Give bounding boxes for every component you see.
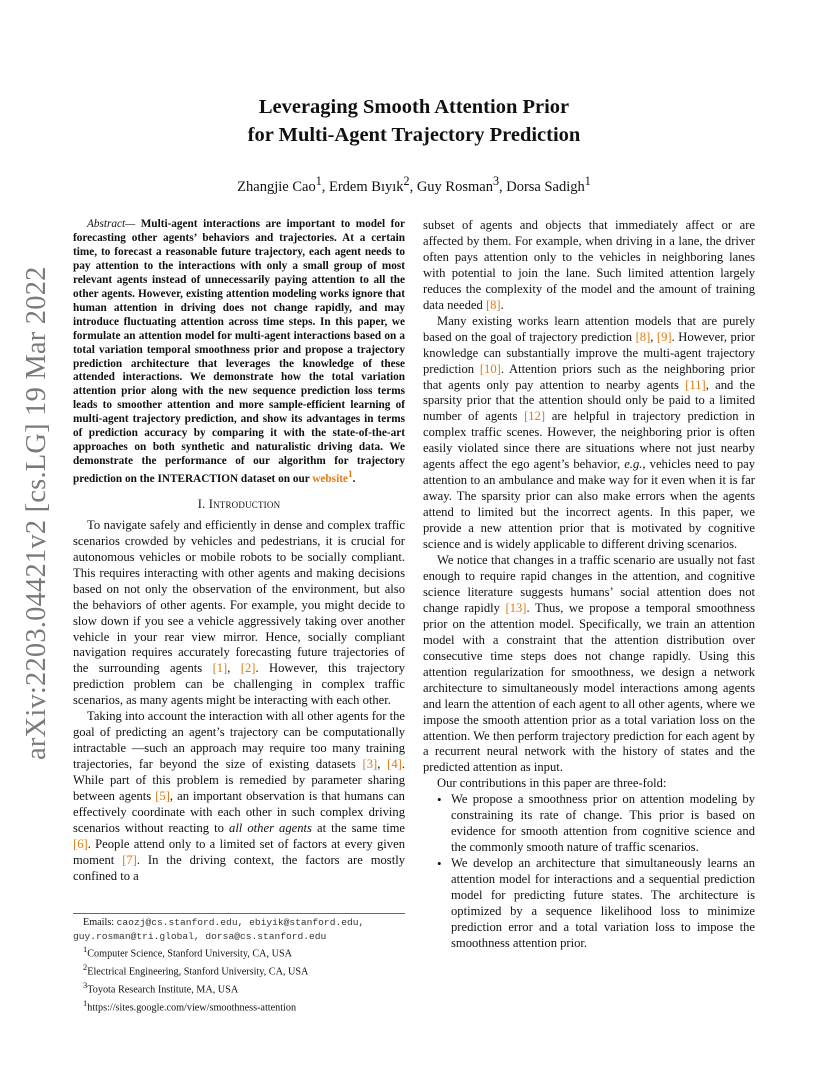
- abstract: Abstract— Multi-agent interactions are important to model for forecasting other agents’ behaviors and trajectories. At a certain time, to forecast a reasonable future trajectory, each agent needs to pay attention to the interactions with only a small group of most relevant agents instead of unnecessarily paying attention to all the other agents. However, existing attention modeling works ignore that human attention in driving does not change rapidly, and may introduce fluctuating attention across time steps. In this paper, we formulate an attention model for multi-agent interactions based on a total variation temporal smoothness prior and propose a trajectory prediction architecture that leverages the knowledge of these attended interactions. We demonstrate how the total variation attention prior along with the new sequence prediction loss terms leads to smoother attention and more sample-efficient learning of multi-agent trajectory prediction, and show its advantages in terms of prediction accuracy by comparing it with the state-of-the-art approaches on both synthetic and naturalistic driving data. We demonstrate the performance of our algorithm for trajectory prediction on the INTERACTION dataset on our website$^1$.: [73, 218, 405, 485]
- affiliation-mark: 1: [315, 174, 322, 188]
- affiliation-mark: 2: [403, 174, 410, 188]
- abstract-label: Abstract—: [87, 218, 136, 230]
- affiliation-mark: 3: [492, 174, 499, 188]
- intro-paragraph-3: Many existing works learn attention models that are purely based on the goal of trajectory prediction [8], [9]. However, prior knowledge can substantially improve the multi-agent trajectory prediction [10]. Attention priors such as the neighboring prior that agents only pay attention to nearby agents [11], and the sparsity prior that the attention should only be paid to a limited number of agents [12] are helpful in trajectory prediction in complex traffic scenes. However, the neighboring prior is often easily violated since there are situations where not just nearby agents affect the ego agent’s behavior, e.g., vehicles need to pay attention to an ambulance and make way for it even when it is far away. The sparsity prior can also make errors when the agents attend to limited but the incorrect agents. In this paper, we provide a new attention prior that is motivated by cognitive science and is widely applicable to different driving scenarios.: [423, 313, 756, 552]
- citation-link[interactable]: [3]: [362, 757, 378, 772]
- footnote-mark: 1: [347, 470, 353, 481]
- left-column: [73, 218, 405, 885]
- citation-link[interactable]: [9]: [656, 329, 672, 344]
- website-link[interactable]: website: [312, 472, 348, 485]
- intro-paragraph-4: We notice that changes in a traffic scenario are usually not fast enough to require rapid changes in the attention, and cognitive science literature suggests humans’ social attention does not change rapidly [13]. Thus, we propose a temporal smoothness prior on the attention model. Specifically, we train an attention model with a constraint that the attention distribution over consecutive time steps does not change rapidly. Using this attention regularization for smoothness, we design a network architecture to simultaneously model interactions among agents and learn the attention of each agent to all other agents, where we impose the smooth attention prior as a total variation loss on the attention. We then perform trajectory prediction for each agent by a recurrent neural network with the history of states and the predicted attention as input.: [423, 553, 755, 775]
- abstract-text: Multi-agent interactions are important to model for forecasting other agents’ behaviors and trajectories. At a certain time, to forecast a reasonable future trajectory, each agent needs to pay attention to the interactions with only a small group of most relevant agents instead of unnecessarily paying attention to all the other agents. However, existing attention modeling works ignore that human attention in driving does not change rapidly, and may introduce fluctuating attention across time steps. In this paper, we formulate an attention model for multi-agent interactions based on a total variation temporal smoothness prior and propose a trajectory prediction architecture that leverages the knowledge of these attended interactions. We demonstrate how the total variation attention prior along with the new sequence prediction loss terms leads to smoother attention and more sample-efficient learning of multi-agent trajectory prediction, and show its advantages in terms of prediction accuracy by comparing it with the state-of-the-art approaches on both synthetic and naturalistic driving data. We demonstrate the performance of our algorithm for trajectory prediction on the INTERACTION dataset on our: [73, 218, 405, 485]
- citation-link[interactable]: [8]: [485, 297, 501, 312]
- intro-paragraph-2: Taking into account the interaction with all other agents for the goal of predicting an agent’s trajectory can be computationally intractable —such an approach may require too many training trajectories, far beyond the size of existing datasets [3], [4]. While part of this problem is remedied by parameter sharing between agents [5], an important observation is that humans can effectively coordinate with each other in such complex driving scenarios without reacting to all other agents at the same time [6]. People attend only to a limited set of factors at every given moment [7]. In the driving context, the factors are mostly confined to a: [73, 709, 406, 883]
- author-name: Zhangjie Cao: [237, 178, 316, 195]
- author-name: Guy Rosman: [416, 178, 493, 195]
- footnotes: [73, 913, 405, 1015]
- citation-link[interactable]: [8]: [635, 329, 651, 344]
- footnote-affiliation-3: $^3$Toyota Research Institute, MA, USA: [83, 979, 239, 996]
- citation-link[interactable]: [5]: [155, 789, 170, 804]
- affiliation-mark: 1: [584, 174, 591, 188]
- citation-link[interactable]: [10]: [479, 361, 501, 376]
- footnote-emails: Emails: caozj@cs.stanford.edu, ebiyik@stanford.edu, guy.rosman@tri.global, dorsa@cs.stanford.edu: [73, 917, 365, 942]
- citation-link[interactable]: [1]: [212, 661, 228, 676]
- citation-link[interactable]: [7]: [122, 852, 137, 867]
- author-name: Erdem Bıyık: [329, 178, 404, 195]
- contribution-item: • We propose a smoothness prior on attention modeling by constraining its rate of change. This prior is based on evidence for smooth attention from cognitive science and the commonly smooth nature of traffic scenarios.: [423, 792, 755, 856]
- title-line-2: for Multi-Agent Trajectory Prediction: [247, 124, 581, 146]
- citation-link[interactable]: [12]: [524, 409, 546, 424]
- citation-link[interactable]: [6]: [73, 836, 88, 851]
- arxiv-identifier: arXiv:2203.04421v2 [cs.LG] 19 Mar 2022: [21, 266, 52, 760]
- footnote-website: $^1$https://sites.google.com/view/smoothness-attention: [83, 997, 297, 1014]
- contribution-item: • We develop an architecture that simultaneously learns an attention model for interactions and a sequential prediction model for predicting future states. The architecture is optimized by a sequence likelihood loss to minimize prediction error and a total variation loss to impose the smoothness attention prior.: [423, 856, 755, 952]
- footnote-url[interactable]: https://sites.google.com/view/smoothness-attention: [87, 1002, 297, 1014]
- author-name: Dorsa Sadigh: [506, 178, 585, 195]
- paper-title: [0, 93, 828, 149]
- citation-link[interactable]: [13]: [505, 600, 527, 615]
- right-column: [423, 218, 755, 952]
- author-list: Zhangjie Cao$^1$, Erdem Bıyık$^2$, Guy Rosman$^3$, Dorsa Sadigh$^1$: [237, 174, 591, 195]
- intro-paragraph-1: To navigate safely and efficiently in dense and complex traffic scenarios crowded by vehicles and pedestrians, it is crucial for autonomous vehicles or mobile robots to be socially compliant. This requires interacting with other agents and making decisions based on not only the observation of the environment, but also the behaviors of other agents. For example, you might decide to slow down if you see a vehicle aggressively taking over another vehicle in your rear view mirror. Hence, socially compliant navigation requires accurately forecasting future trajectories of the surrounding agents [1], [2]. However, this trajectory prediction problem can be challenging in complex traffic scenarios, as many agents might be interacting with each other.: [73, 517, 405, 708]
- title-line-1: Leveraging Smooth Attention Prior: [258, 96, 570, 118]
- contributions-list: [423, 792, 755, 952]
- footnote-affiliation-1: $^1$Computer Science, Stanford University, CA, USA: [83, 944, 293, 960]
- citation-link[interactable]: [2]: [240, 661, 256, 676]
- citation-link[interactable]: [11]: [685, 377, 706, 392]
- intro-paragraph-2-continued: subset of agents and objects that immediately affect or are affected by them. For example, when driving in a lane, the driver often pays attention only to the vehicles in neighboring lanes with potential to join the lane. Such limited attention largely reduces the complexity of the model and the amount of training data needed [8].: [423, 218, 755, 312]
- footnote-affiliation-2: $^2$Electrical Engineering, Stanford University, CA, USA: [83, 961, 309, 978]
- contributions-intro: Our contributions in this paper are three-fold:: [437, 776, 667, 791]
- section-heading: I. Introduction: [197, 496, 281, 511]
- citation-link[interactable]: [4]: [387, 757, 402, 772]
